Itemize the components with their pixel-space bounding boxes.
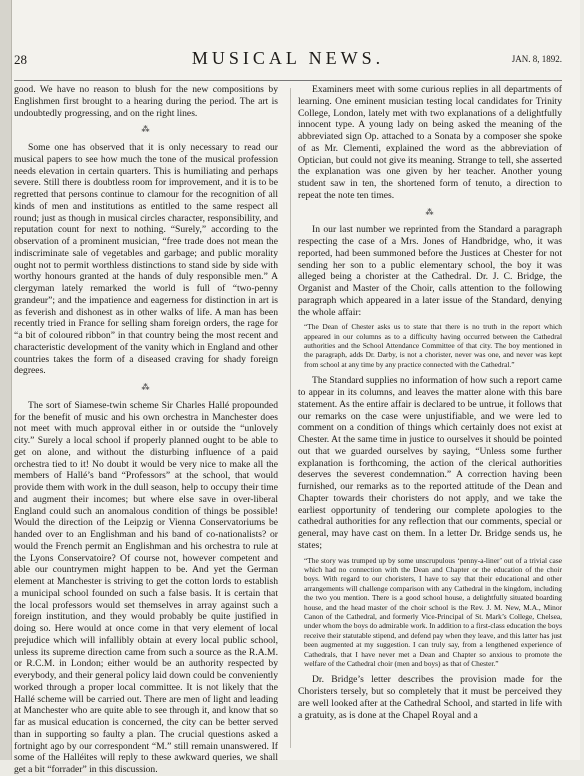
page-number: 28 xyxy=(14,52,27,67)
publication-title: MUSICAL NEWS. xyxy=(191,48,385,68)
section-ornament: ⁂ xyxy=(141,383,151,392)
paragraph: good. We have no reason to blush for the new compositions by Englishmen first brought to a hearing during the period. The art is undoubtedly progressing, and on the right lines. xyxy=(14,84,278,119)
paragraph: Some one has observed that it is only necessary to read our musical papers to see how much the tone of the musical profession needs elevation in certain quarters. This is humiliating and perhaps severe. Still there is doubtless room for improvement, and it is to be regretted that persons continue to clamour for the recognition of all kinds of men and institutions as entitled to the same respect all round; just as though in musical circles character, responsibility, and reputation count for next to nothing. “Surely,” according to the observation of a prominent musician, “free trade does not mean the indiscriminate sale of vegetables and garbage; and public morality ought not to permit worthless distinctions to stand side by side with worthy honours granted at the hands of duly responsible men.” A clergyman lately remarked the world is full of “two-penny grandeur”; and the impatience and eagerness for distinction in art is as feverish and dishonest as in other walks of life. A man has been recently tried in France for selling sham foreign orders, the rage for “a bit of coloured ribbon” in that country being the most recent and characteristic development of the vanity which in England and other countries takes the form of a diseased craving for shady foreign degrees. xyxy=(14,142,278,377)
page-header xyxy=(14,44,562,74)
paragraph: In our last number we reprinted from the Standard a paragraph respecting the case of a Mrs. Jones of Handbridge, who, it was reported, had been summoned before the Justices at Chester for not sending her son to a public elementary school, the boy it was alleged being a chorister at the Cathedral. Dr. J. C. Bridge, the Organist and Master of the Choir, calls attention to the following paragraph which appeared in a later issue of the Standard, denying the whole affair: xyxy=(298,224,562,318)
right-column xyxy=(298,84,562,721)
issue-date: JAN. 8, 1892. xyxy=(511,54,562,64)
paragraph: Dr. Bridge’s letter describes the provision made for the Choristers tersely, but so completely that it must be perceived they are well looked after at the Cathedral School, and started in life with a gratuity, as is done at the Chapel Royal and a xyxy=(298,674,562,721)
block-quote: “The story was trumped up by some unscrupulous ‘penny-a-liner’ out of a trivial case which had no connection with the Dean and Chapter or the education of the choir boys. With regard to our choristers, I have to say that their educational and other arrangements will challenge comparison with any Cathedral in the kingdom, including the two you mention. There is a good school house, a delightfully situated boarding house, and the head master of the choir school is the Rev. J. M. New, M.A., Minor Canon of the Cathedral, and formerly Vice-Principal of St. Mark’s College, Chelsea, under whom the boys do admirable work. In addition to a first-class education the boys receive their statutable stipend, and defend pay when they leave, and this latter has just been augmented at my suggestion. I can truly say, from a lengthened experience of Cathedrals, that I have never met a Dean and Chapter so anxious to promote the welfare of the Cathedral choir (men and boys) as that of Chester.” xyxy=(304,555,562,668)
section-ornament: ⁂ xyxy=(425,207,435,217)
paragraph: The Standard supplies no information of how such a report came to appear in its columns, and leaves the matter alone with this bare statement. As the entire affair is declared to be untrue, it follows that our remarks on the case were unjustifiable, and we were led to comment on a condition of things which certainly does not exist at Chester. At the same time in justice to ourselves it should be pointed out that we guarded ourselves by saying, “Unless some further explanation is forthcoming, the action of the clerical authorities deserves the severest condemnation.” A correction having been furnished, our remarks as to the reported attitude of the Dean and Chapter towards their choristers do not apply, and we take the earliest opportunity of tendering our complete apologies to the cathedral authorities for any reflection that our comments, special or general, may have cast on them. In a letter Dr. Bridge sends us, he states; xyxy=(298,375,562,551)
block-quote: “The Dean of Chester asks us to state that there is no truth in the report which appeared in our columns as to a difficulty having occurred between the Cathedral authorities and the School Attendance Committee of that city. The boy mentioned in the paragraph, adds Dr. Darby, is not a chorister, never was one, and never was kept from school at any time by any practice connected with the Cathedral.” xyxy=(304,322,562,369)
paragraph: Examiners meet with some curious replies in all departments of learning. One eminent musician testing local candidates for Trinity College, London, lately met with two explanations of a delightfully innocent type. A young lady on being asked the meaning of the abbreviated sign Op. attached to a Sonata by a composer she spoke of as Mr. Clementi, explained the word as the abbreviation of Optician, but could not give its meaning. Strange to tell, she asserted the explanation was one given by her teacher. Another young student saw in ten, the shortened form of tenuto, a direction to repeat the note ten times. xyxy=(298,84,562,201)
paragraph: The sort of Siamese-twin scheme Sir Charles Hallé propounded for the benefit of music and his own orchestra in Manchester does not meet with much approval either in or outside the “unlovely city.” Surely a local school if properly planned ought to be able to get on alone, and without the disturbing influence of a paid orchestra tied to it! No doubt it would be very nice to make all the members of Hallé’s band “Professors” at the school, that would provide them with work in the dull season, help to occupy their time and augment their incomes; but where else save in over-liberal England could such an anomalous condition of things be possible! Would the direction of the Leipzig or Vienna Conservatoriums be handed over to an Englishman and his band of co-nationalists? or would the French permit an Englishman and his orchestra to rule at the Lyons Conservatoire? Of course not, however competent and able our countrymen might happen to be. And yet the German element at Manchester is striving to get the cotton lords to establish a municipal school founded on such a false basis. It is certain that the local professors would set themselves in array against such a foreign institution, and they would probably be quite justified in doing so. Here would at once come in that very element of local prejudice which will infallibly obtain at every local public school, unless its supreme direction came from such a source as the R.A.M. or R.C.M. in London; either would be an authority respected by everybody, and their general policy laid down could be conveniently worked through a proper local committee. It is not likely that the Hallé scheme will be carried out. There are men of light and leading at Manchester who are quite able to see through it, and know that so far as musical education is concerned, the city can be better served than in supporting so faulty a plan. The crucial questions asked a fortnight ago by our correspondent “M.” still remain unanswered. If some of the Halléites will reply to these awkward queries, we shall get a bit “forrader” in this discussion. xyxy=(14,399,278,775)
section-ornament: ⁂ xyxy=(141,125,151,135)
page-binding-edge xyxy=(0,0,12,760)
left-column xyxy=(14,84,278,776)
column-divider xyxy=(290,88,291,748)
header-rule xyxy=(14,80,562,81)
